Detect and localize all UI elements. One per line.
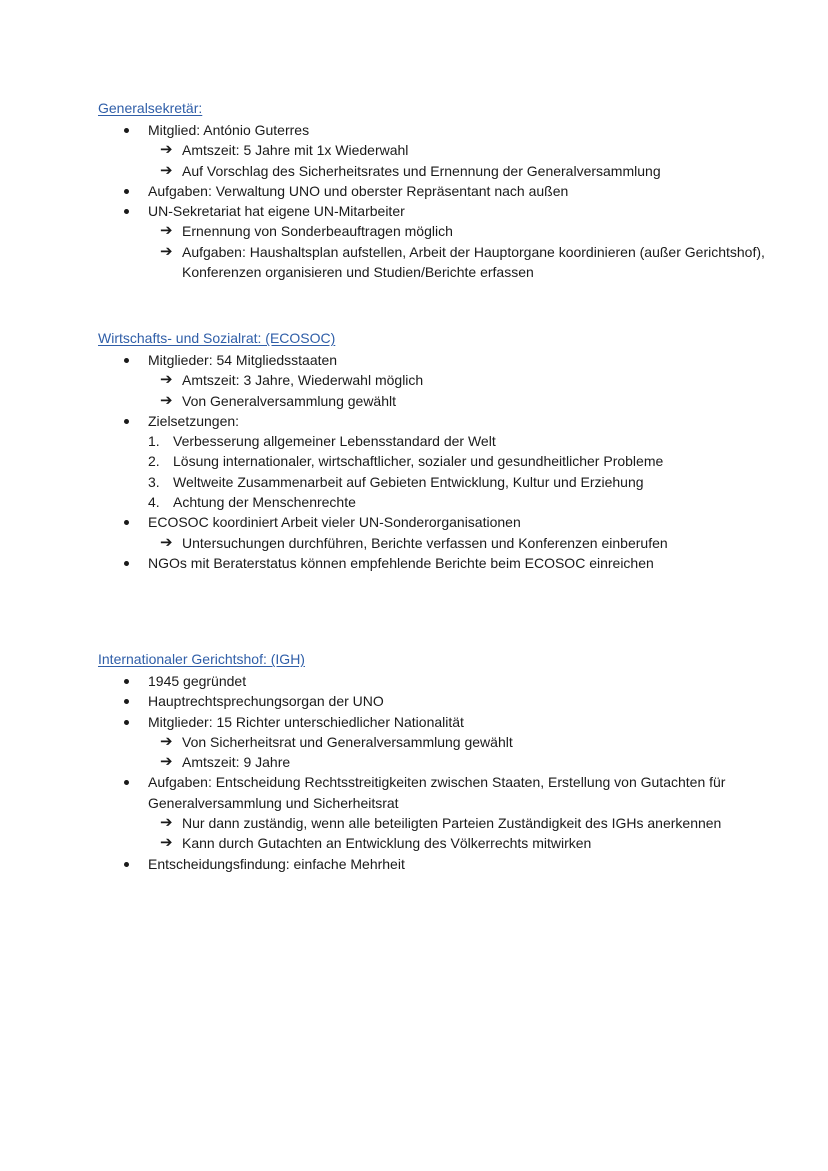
arrow-item: ➔ Nur dann zuständig, wenn alle beteiligten Parteien Zuständigkeit des IGHs anerkennen — [98, 813, 778, 833]
arrow-icon: ➔ — [160, 814, 173, 832]
bullet-item: Aufgaben: Entscheidung Rechtsstreitigkeiten zwischen Staaten, Erstellung von Gutachten für — [98, 772, 778, 792]
heading-generalsekretaer: Generalsekretär: — [98, 100, 203, 116]
arrow-icon: ➔ — [160, 391, 173, 409]
arrow-item: ➔ Amtszeit: 5 Jahre mit 1x Wiederwahl — [98, 140, 778, 160]
bullet-item: UN-Sekretariat hat eigene UN-Mitarbeiter — [98, 201, 778, 221]
bullet-item: Entscheidungsfindung: einfache Mehrheit — [98, 854, 778, 874]
bullet-item: Hauptrechtsprechungsorgan der UNO — [98, 691, 778, 711]
arrow-item: ➔ Aufgaben: Haushaltsplan aufstellen, Arbeit der Hauptorgane koordinieren (außer Gerichtshof), Konferenzen organisieren und Studien/Berichte erfassen — [160, 242, 765, 281]
bullet-item: Aufgaben: Verwaltung UNO und oberster Repräsentant nach außen — [98, 181, 778, 201]
numbered-item: 2. Lösung internationaler, wirtschaftlicher, sozialer und gesundheitlicher Probleme — [148, 453, 664, 470]
bullet-item: Mitglieder: 15 Richter unterschiedlicher Nationalität — [98, 712, 778, 732]
arrow-icon: ➔ — [160, 753, 173, 771]
numbered-item: 4. Achtung der Menschenrechte — [148, 494, 356, 511]
arrow-item: ➔ Untersuchungen durchführen, Berichte verfassen und Konferenzen einberufen — [98, 533, 778, 553]
section-generalsekretaer — [98, 99, 778, 282]
arrow-item: ➔ Auf Vorschlag des Sicherheitsrates und Ernennung der Generalversammlung — [98, 161, 778, 181]
arrow-item: ➔ Von Sicherheitsrat und Generalversammlung gewählt — [98, 732, 778, 752]
arrow-icon: ➔ — [160, 161, 173, 179]
arrow-icon: ➔ — [160, 533, 173, 551]
heading-ecosoc: Wirtschafts- und Sozialrat: (ECOSOC) — [98, 330, 336, 346]
bullet-item: Mitglied: António Guterres — [98, 120, 778, 140]
arrow-item: ➔ Kann durch Gutachten an Entwicklung des Völkerrechts mitwirken — [98, 833, 778, 853]
heading-igh: Internationaler Gerichtshof: (IGH) — [98, 651, 305, 667]
numbered-item: 1. Verbesserung allgemeiner Lebensstandard der Welt — [148, 433, 496, 450]
arrow-item: ➔ Von Generalversammlung gewählt — [98, 391, 778, 411]
bullet-item: Zielsetzungen: — [98, 411, 778, 431]
numbered-item: 3. Weltweite Zusammenarbeit auf Gebieten Entwicklung, Kultur und Erziehung — [148, 473, 644, 490]
bullet-item: ECOSOC koordiniert Arbeit vieler UN-Sonderorganisationen — [98, 512, 778, 532]
bullet-item: Mitglieder: 54 Mitgliedsstaaten — [98, 350, 778, 370]
section-ecosoc — [98, 329, 778, 573]
arrow-icon: ➔ — [160, 141, 173, 159]
arrow-icon: ➔ — [160, 371, 173, 389]
arrow-item: ➔ Amtszeit: 3 Jahre, Wiederwahl möglich — [98, 370, 778, 390]
arrow-icon: ➔ — [160, 834, 173, 852]
arrow-item: ➔ Ernennung von Sonderbeauftragen möglich — [98, 221, 778, 241]
arrow-item: ➔ Amtszeit: 9 Jahre — [98, 752, 778, 772]
arrow-icon: ➔ — [160, 222, 173, 240]
arrow-icon: ➔ — [160, 242, 173, 260]
bullet-item-continuation: Generalversammlung und Sicherheitsrat — [148, 794, 399, 811]
arrow-icon: ➔ — [160, 732, 173, 750]
bullet-item: 1945 gegründet — [98, 671, 778, 691]
section-igh — [98, 650, 778, 874]
bullet-item: NGOs mit Beraterstatus können empfehlende Berichte beim ECOSOC einreichen — [98, 553, 778, 573]
